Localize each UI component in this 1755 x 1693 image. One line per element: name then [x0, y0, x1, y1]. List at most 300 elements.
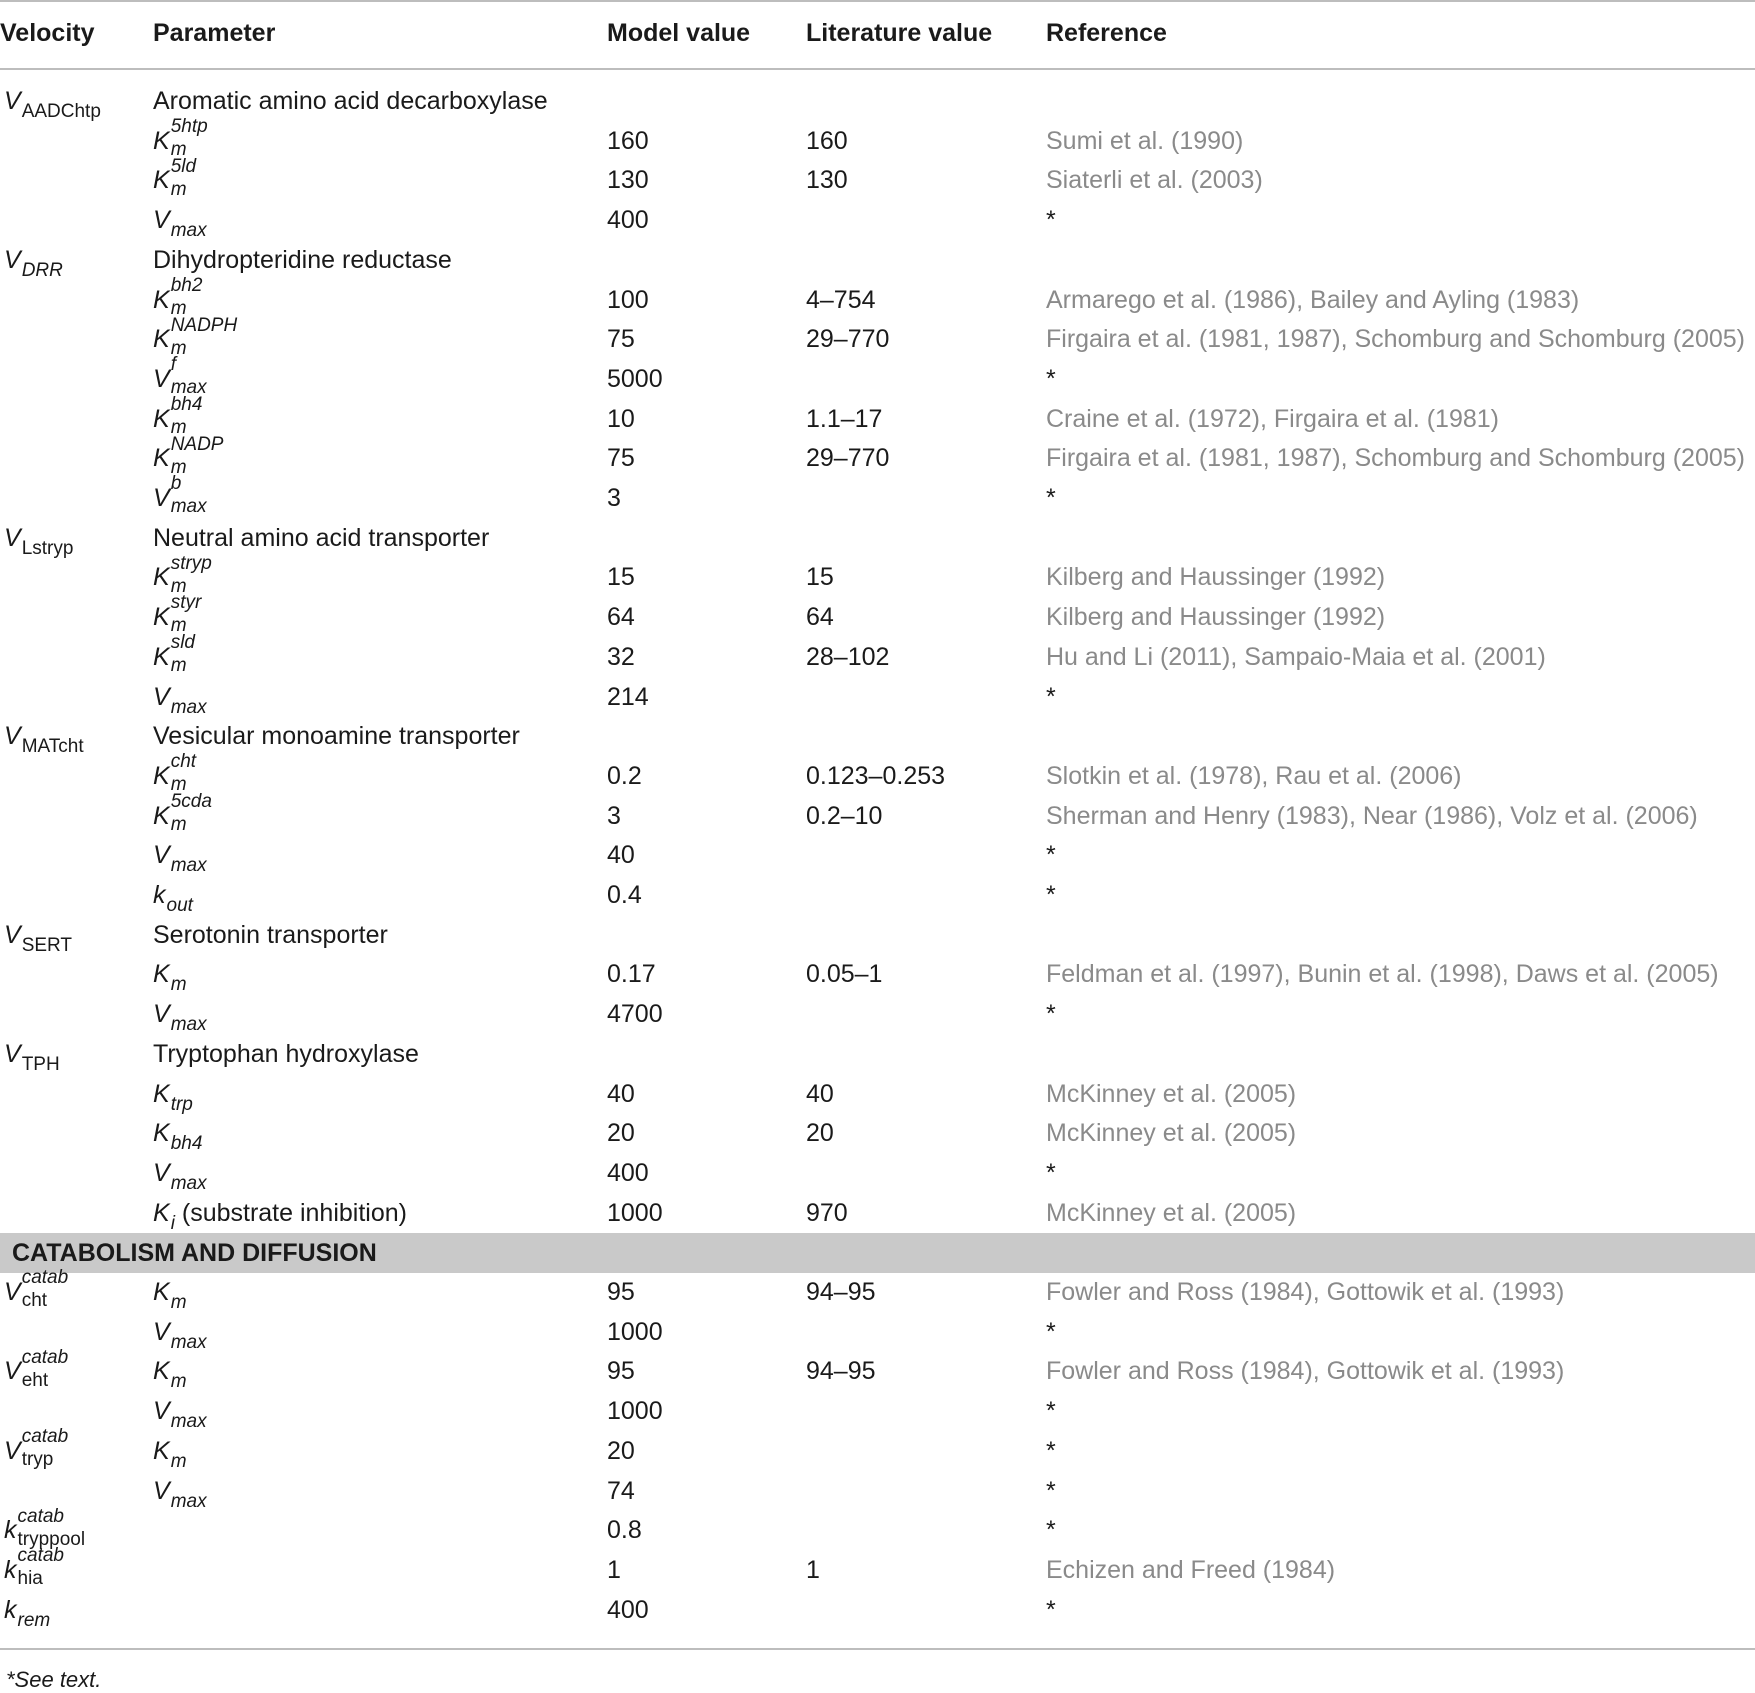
header-model-value: Model value	[607, 19, 751, 47]
bottom-rule	[0, 1648, 1755, 1650]
model-value: 40	[607, 841, 635, 870]
table-row	[0, 1391, 1755, 1431]
model-value: 400	[607, 1158, 649, 1187]
velocity-symbol-superscript: catab	[17, 1505, 64, 1527]
parameter-symbol-base: K	[153, 126, 170, 155]
table-row	[0, 1471, 1755, 1511]
table-row	[0, 632, 1755, 677]
table-row	[0, 518, 1755, 558]
literature-value: 20	[806, 1119, 834, 1148]
velocity-symbol	[4, 1426, 69, 1471]
model-value: 0.4	[607, 881, 642, 909]
parameter-symbol-base: V	[153, 1158, 170, 1187]
parameter-description: Neutral amino acid transporter	[153, 523, 490, 552]
reference: Hu and Li (2011), Sampaio-Maia et al. (2001)	[1046, 642, 1546, 671]
parameter-symbol	[153, 875, 193, 918]
parameter-symbol-subscript: max	[170, 1331, 207, 1353]
velocity-cell	[4, 1590, 50, 1630]
velocity-cell	[4, 81, 101, 121]
velocity-symbol-scripts	[21, 1346, 69, 1392]
parameter-symbol-base: K	[153, 285, 170, 314]
table-row	[0, 677, 1755, 717]
velocity-symbol-subscript: tryp	[21, 1449, 54, 1471]
parameter-symbol-base: K	[153, 444, 170, 473]
parameter-symbol	[153, 835, 207, 878]
parameter-symbol-base: K	[153, 801, 170, 830]
parameter-cell	[153, 835, 207, 875]
table-row	[0, 1346, 1755, 1393]
top-rule	[0, 0, 1755, 2]
table-row	[0, 274, 1755, 320]
model-value: 1000	[607, 1317, 663, 1346]
parameter-symbol-base: V	[153, 206, 170, 235]
reference: *	[1046, 881, 1056, 909]
parameter-cell	[153, 274, 203, 320]
parameter-symbol	[153, 155, 197, 200]
table-row	[0, 433, 1755, 478]
section-title: CATABOLISM AND DIFFUSION	[12, 1239, 377, 1268]
parameter-cell	[153, 200, 207, 240]
parameter-symbol-base: K	[153, 642, 170, 671]
section-header	[0, 1233, 1755, 1273]
parameter-symbol-subscript: max	[170, 377, 207, 399]
header-literature-value: Literature value	[806, 19, 993, 47]
parameter-symbol-superscript: NADPH	[170, 314, 238, 336]
parameter-cell	[153, 751, 197, 796]
velocity-symbol-superscript: catab	[21, 1267, 69, 1289]
parameter-symbol-subscript: m	[170, 456, 187, 478]
literature-value: 28–102	[806, 642, 890, 671]
velocity-symbol-base: V	[4, 1436, 21, 1465]
parameter-symbol-base: K	[153, 563, 170, 592]
parameter-symbol-subscript: m	[170, 774, 187, 796]
velocity-symbol-base: k	[4, 1595, 17, 1624]
parameter-symbol-base: V	[153, 484, 170, 512]
table-row	[0, 716, 1755, 756]
table-row	[0, 1113, 1755, 1153]
velocity-symbol	[4, 81, 101, 124]
reference: *	[1046, 682, 1056, 711]
table-row	[0, 1505, 1755, 1550]
parameter-symbol-superscript: 5ld	[170, 155, 197, 177]
parameter-symbol-base: V	[153, 682, 170, 711]
parameter-symbol-subscript: m	[170, 1450, 187, 1472]
reference: McKinney et al. (2005)	[1046, 1079, 1297, 1108]
parameter-symbol	[153, 200, 207, 243]
reference: *	[1046, 364, 1056, 393]
parameter-symbol	[153, 1471, 207, 1514]
parameter-symbol-superscript: sld	[170, 632, 195, 654]
velocity-symbol-subscript: SERT	[21, 934, 73, 956]
reference: *	[1046, 1317, 1056, 1346]
parameter-symbol	[153, 1391, 207, 1434]
table-row	[0, 954, 1755, 994]
velocity-symbol	[4, 716, 84, 759]
literature-value: 970	[806, 1198, 848, 1227]
velocity-symbol	[4, 1034, 60, 1077]
parameter-symbol-subscript: trp	[170, 1093, 193, 1115]
parameter-cell	[153, 116, 208, 161]
parameter-symbol-superscript: 5htp	[170, 116, 208, 138]
reference: Kilberg and Haussinger (1992)	[1046, 603, 1386, 632]
reference: Sherman and Henry (1983), Near (1986), Volz et al. (2006)	[1046, 801, 1698, 830]
parameter-cell	[153, 473, 207, 518]
parameter-symbol-base: K	[153, 603, 170, 632]
literature-value: 0.2–10	[806, 801, 883, 830]
table-row	[0, 552, 1755, 597]
parameter-cell	[153, 1431, 187, 1471]
table-row	[0, 592, 1755, 637]
reference: Kilberg and Haussinger (1992)	[1046, 563, 1386, 592]
table-row	[0, 1312, 1755, 1352]
table-row	[0, 200, 1755, 240]
velocity-symbol	[4, 1590, 50, 1633]
table-row	[0, 116, 1755, 161]
velocity-cell	[4, 518, 73, 558]
model-value: 64	[607, 603, 635, 632]
model-value: 100	[607, 285, 649, 314]
literature-value: 0.123–0.253	[806, 761, 946, 790]
parameter-symbol-base: k	[153, 881, 166, 909]
parameter-symbol-subscript: max	[170, 220, 207, 242]
model-value: 400	[607, 1595, 649, 1624]
parameter-cell	[153, 1272, 187, 1312]
reference: Armarego et al. (1986), Bailey and Ayling (1983)	[1046, 285, 1580, 314]
literature-value: 15	[806, 563, 834, 592]
parameter-symbol-base: V	[153, 1397, 170, 1426]
parameter-symbol-superscript: f	[170, 354, 176, 376]
model-value: 3	[607, 484, 621, 512]
model-value: 40	[607, 1079, 635, 1108]
velocity-cell	[4, 1034, 60, 1074]
parameter-symbol	[153, 790, 212, 836]
parameter-symbol-subscript: i	[170, 1212, 175, 1234]
parameter-symbol-base: V	[153, 1000, 170, 1029]
model-value: 95	[607, 1357, 635, 1386]
parameter-cell	[153, 954, 187, 994]
parameter-symbol-base: V	[153, 1476, 170, 1505]
reference: *	[1046, 1516, 1056, 1545]
model-value: 1000	[607, 1397, 663, 1426]
table-row	[0, 393, 1755, 439]
velocity-symbol	[4, 240, 63, 283]
parameter-symbol-subscript: max	[170, 1014, 207, 1036]
model-value: 130	[607, 166, 649, 195]
literature-value: 160	[806, 126, 848, 155]
reference: *	[1046, 206, 1056, 235]
model-value: 0.8	[607, 1516, 642, 1545]
reference: Fowler and Ross (1984), Gottowik et al. (1993)	[1046, 1278, 1565, 1306]
parameter-symbol-scripts	[170, 790, 212, 836]
model-value: 4700	[607, 1000, 663, 1029]
parameter-cell	[153, 1074, 193, 1114]
parameter-symbol-subscript: out	[166, 895, 193, 916]
parameter-symbol-scripts	[170, 473, 207, 518]
velocity-symbol-base: k	[4, 1516, 17, 1545]
model-value: 160	[607, 126, 649, 155]
reference: Siaterli et al. (2003)	[1046, 166, 1263, 195]
parameter-symbol-superscript: NADP	[170, 433, 224, 455]
parameter-description: Dihydropteridine reductase	[153, 245, 452, 274]
parameter-symbol-base: V	[153, 1317, 170, 1346]
velocity-symbol	[4, 518, 73, 561]
table-row	[0, 473, 1755, 518]
model-value: 74	[607, 1476, 635, 1505]
parameter-symbol-subscript: m	[170, 575, 187, 597]
parameter-symbol-subscript: m	[170, 1292, 187, 1313]
model-value: 75	[607, 444, 635, 473]
parameter-description: Tryptophan hydroxylase	[153, 1039, 419, 1068]
parameter-cell	[153, 592, 202, 637]
velocity-symbol-base: V	[4, 722, 21, 751]
parameter-symbol-superscript: bh4	[170, 393, 203, 415]
parameter-symbol	[153, 314, 238, 359]
velocity-symbol-subscript: hia	[17, 1568, 43, 1590]
velocity-symbol-base: V	[4, 1278, 21, 1306]
table-row	[0, 1074, 1755, 1114]
reference: McKinney et al. (2005)	[1046, 1198, 1297, 1227]
velocity-symbol-scripts	[17, 1545, 64, 1590]
parameter-symbol-scripts	[170, 632, 195, 677]
model-value: 20	[607, 1436, 635, 1465]
model-value: 32	[607, 642, 635, 671]
velocity-symbol-base: k	[4, 1555, 17, 1584]
parameter-symbol	[153, 632, 195, 677]
reference: *	[1046, 484, 1056, 512]
model-value: 0.2	[607, 761, 642, 790]
velocity-cell	[4, 1267, 69, 1312]
velocity-symbol-superscript: catab	[21, 1426, 69, 1448]
reference: Fowler and Ross (1984), Gottowik et al. (1993)	[1046, 1357, 1565, 1386]
table-row	[0, 994, 1755, 1034]
parameter-description: Vesicular monoamine transporter	[153, 722, 520, 751]
velocity-symbol	[4, 1267, 69, 1312]
reference: Echizen and Freed (1984)	[1046, 1555, 1336, 1584]
velocity-symbol-subscript: tryppool	[17, 1528, 86, 1550]
parameter-cell	[153, 1312, 207, 1352]
parameter-symbol	[153, 1113, 202, 1156]
parameter-symbol-subscript: bh4	[170, 1133, 203, 1155]
literature-value: 1	[806, 1555, 820, 1584]
velocity-symbol-base: V	[4, 1039, 21, 1068]
parameter-symbol-subscript: max	[170, 496, 207, 518]
parameter-cell	[153, 354, 207, 399]
velocity-cell	[4, 1545, 64, 1590]
parameter-symbol-base: K	[153, 1119, 170, 1148]
model-value: 214	[607, 682, 649, 711]
table-row	[0, 81, 1755, 121]
parameter-symbol-superscript: cht	[170, 751, 197, 773]
reference: Sumi et al. (1990)	[1046, 126, 1244, 155]
parameter-cell	[153, 155, 197, 200]
table-row	[0, 1545, 1755, 1590]
model-value: 400	[607, 206, 649, 235]
parameter-symbol	[153, 994, 207, 1037]
parameter-symbol-subscript: m	[170, 297, 187, 319]
parameter-symbol-subscript: max	[170, 696, 207, 718]
parameter-symbol-superscript: styr	[170, 592, 202, 614]
parameter-symbol	[153, 1193, 407, 1236]
velocity-symbol	[4, 1545, 64, 1590]
parameter-symbol-base: K	[153, 1436, 170, 1465]
table-row	[0, 875, 1755, 915]
parameter-symbol-scripts	[170, 155, 197, 201]
reference: McKinney et al. (2005)	[1046, 1119, 1297, 1148]
reference: *	[1046, 1000, 1056, 1029]
literature-value: 94–95	[806, 1357, 876, 1386]
model-value: 1	[607, 1555, 621, 1584]
parameter-symbol-subscript: m	[170, 615, 187, 637]
table-row	[0, 1590, 1755, 1630]
velocity-cell	[4, 1426, 69, 1471]
parameter-symbol	[153, 954, 187, 997]
literature-value: 29–770	[806, 444, 890, 473]
parameter-symbol-subscript: m	[170, 416, 187, 438]
reference: Feldman et al. (1997), Bunin et al. (1998), Daws et al. (2005)	[1046, 960, 1719, 989]
parameter-cell	[153, 677, 207, 717]
parameter-symbol-subscript: m	[170, 974, 187, 996]
reference: Craine et al. (1972), Firgaira et al. (1981)	[1046, 404, 1499, 433]
table-row	[0, 1034, 1755, 1074]
parameter-symbol-superscript: bh2	[170, 274, 203, 296]
reference: Firgaira et al. (1981, 1987), Schomburg and Schomburg (2005)	[1046, 325, 1745, 354]
reference: Slotkin et al. (1978), Rau et al. (2006)	[1046, 761, 1462, 790]
parameter-symbol-base: K	[153, 1079, 170, 1108]
parameter-symbol-subscript: m	[170, 655, 187, 677]
parameter-symbol-superscript: stryp	[170, 552, 212, 574]
model-value: 1000	[607, 1198, 663, 1227]
table-row	[0, 790, 1755, 836]
parameter-cell	[153, 1391, 207, 1431]
velocity-symbol-subscript: DRR	[21, 259, 63, 281]
velocity-cell	[4, 1505, 86, 1550]
velocity-symbol-subscript: Lstryp	[21, 537, 74, 559]
velocity-symbol-subscript: MATcht	[21, 736, 84, 758]
parameter-symbol-suffix: (substrate inhibition)	[174, 1198, 407, 1227]
parameter-cell	[153, 994, 207, 1034]
parameter-cell	[153, 790, 212, 836]
table-row	[0, 155, 1755, 200]
parameter-symbol-base: K	[153, 761, 170, 790]
parameter-cell	[153, 632, 195, 677]
header-parameter: Parameter	[153, 19, 276, 47]
parameter-description: Serotonin transporter	[153, 920, 388, 949]
parameter-cell	[153, 433, 224, 478]
table-row	[0, 240, 1755, 280]
parameter-symbol-base: V	[153, 364, 170, 393]
parameter-cell	[153, 1193, 407, 1233]
parameter-symbol	[153, 1312, 207, 1355]
parameter-symbol-base: K	[153, 1198, 170, 1227]
parameter-cell	[153, 393, 203, 439]
velocity-symbol-subscript: eht	[21, 1369, 49, 1391]
table-row	[0, 835, 1755, 875]
header-rule	[0, 68, 1755, 70]
model-value: 3	[607, 801, 621, 830]
reference: Firgaira et al. (1981, 1987), Schomburg and Schomburg (2005)	[1046, 444, 1745, 473]
velocity-symbol	[4, 1346, 69, 1391]
parameter-symbol-subscript: m	[170, 178, 187, 200]
parameter-cell	[153, 1153, 207, 1193]
velocity-symbol	[4, 915, 72, 958]
parameter-symbol	[153, 677, 207, 720]
velocity-symbol-scripts	[21, 1426, 69, 1471]
parameter-symbol-subscript: m	[170, 1371, 187, 1393]
velocity-symbol-base: V	[4, 245, 21, 274]
parameter-cell	[153, 1351, 187, 1391]
model-value: 95	[607, 1278, 635, 1306]
velocity-symbol-subscript: cht	[21, 1290, 48, 1312]
table-row	[0, 1153, 1755, 1193]
parameter-description: Aromatic amino acid decarboxylase	[153, 87, 548, 115]
parameter-symbol	[153, 1153, 207, 1196]
literature-value: 1.1–17	[806, 404, 883, 433]
velocity-symbol-base: V	[4, 87, 21, 115]
parameter-symbol-subscript: max	[170, 1411, 207, 1433]
velocity-cell	[4, 240, 63, 280]
parameter-symbol-base: K	[153, 960, 170, 989]
table-row	[0, 314, 1755, 359]
literature-value: 0.05–1	[806, 960, 883, 989]
parameter-symbol-base: K	[153, 1357, 170, 1386]
velocity-symbol-subscript: TPH	[21, 1053, 60, 1075]
table-row	[0, 1426, 1755, 1472]
parameter-symbol	[153, 1431, 187, 1474]
model-value: 75	[607, 325, 635, 354]
parameter-cell	[153, 314, 238, 359]
model-value: 0.17	[607, 960, 656, 989]
velocity-cell	[4, 915, 72, 955]
velocity-symbol-subscript: rem	[17, 1609, 51, 1631]
parameter-symbol-base: V	[153, 841, 170, 870]
literature-value: 4–754	[806, 285, 876, 314]
parameter-cell	[153, 1113, 202, 1153]
reference: *	[1046, 1158, 1056, 1187]
parameter-symbol-base: K	[153, 1278, 170, 1306]
velocity-cell	[4, 1346, 69, 1391]
table-row	[0, 751, 1755, 796]
velocity-symbol-superscript: catab	[17, 1545, 64, 1567]
velocity-symbol-superscript: catab	[21, 1346, 69, 1368]
parameter-symbol	[153, 1074, 193, 1117]
parameter-cell	[153, 1471, 207, 1511]
reference: *	[1046, 1436, 1056, 1465]
parameter-symbol-scripts	[170, 314, 238, 360]
reference: *	[1046, 1476, 1056, 1505]
parameter-symbol-subscript: m	[170, 337, 187, 359]
table-row	[0, 915, 1755, 955]
parameter-cell	[153, 552, 212, 597]
parameter-symbol-subscript: m	[170, 813, 187, 835]
model-value: 20	[607, 1119, 635, 1148]
reference: *	[1046, 1595, 1056, 1624]
reference: *	[1046, 1397, 1056, 1426]
header-velocity: Velocity	[0, 19, 95, 47]
parameter-symbol-base: K	[153, 166, 170, 195]
parameter-symbol-subscript: max	[170, 855, 207, 877]
footnote: *See text.	[6, 1667, 102, 1692]
model-value: 5000	[607, 364, 663, 393]
velocity-symbol-base: V	[4, 523, 21, 552]
velocity-symbol-base: V	[4, 920, 21, 949]
parameter-symbol	[153, 393, 203, 439]
model-value: 10	[607, 404, 635, 433]
parameter-cell	[153, 875, 193, 915]
table-row	[0, 354, 1755, 399]
parameter-symbol-subscript: m	[170, 139, 187, 161]
model-value: 15	[607, 563, 635, 592]
table-row	[0, 1267, 1755, 1313]
